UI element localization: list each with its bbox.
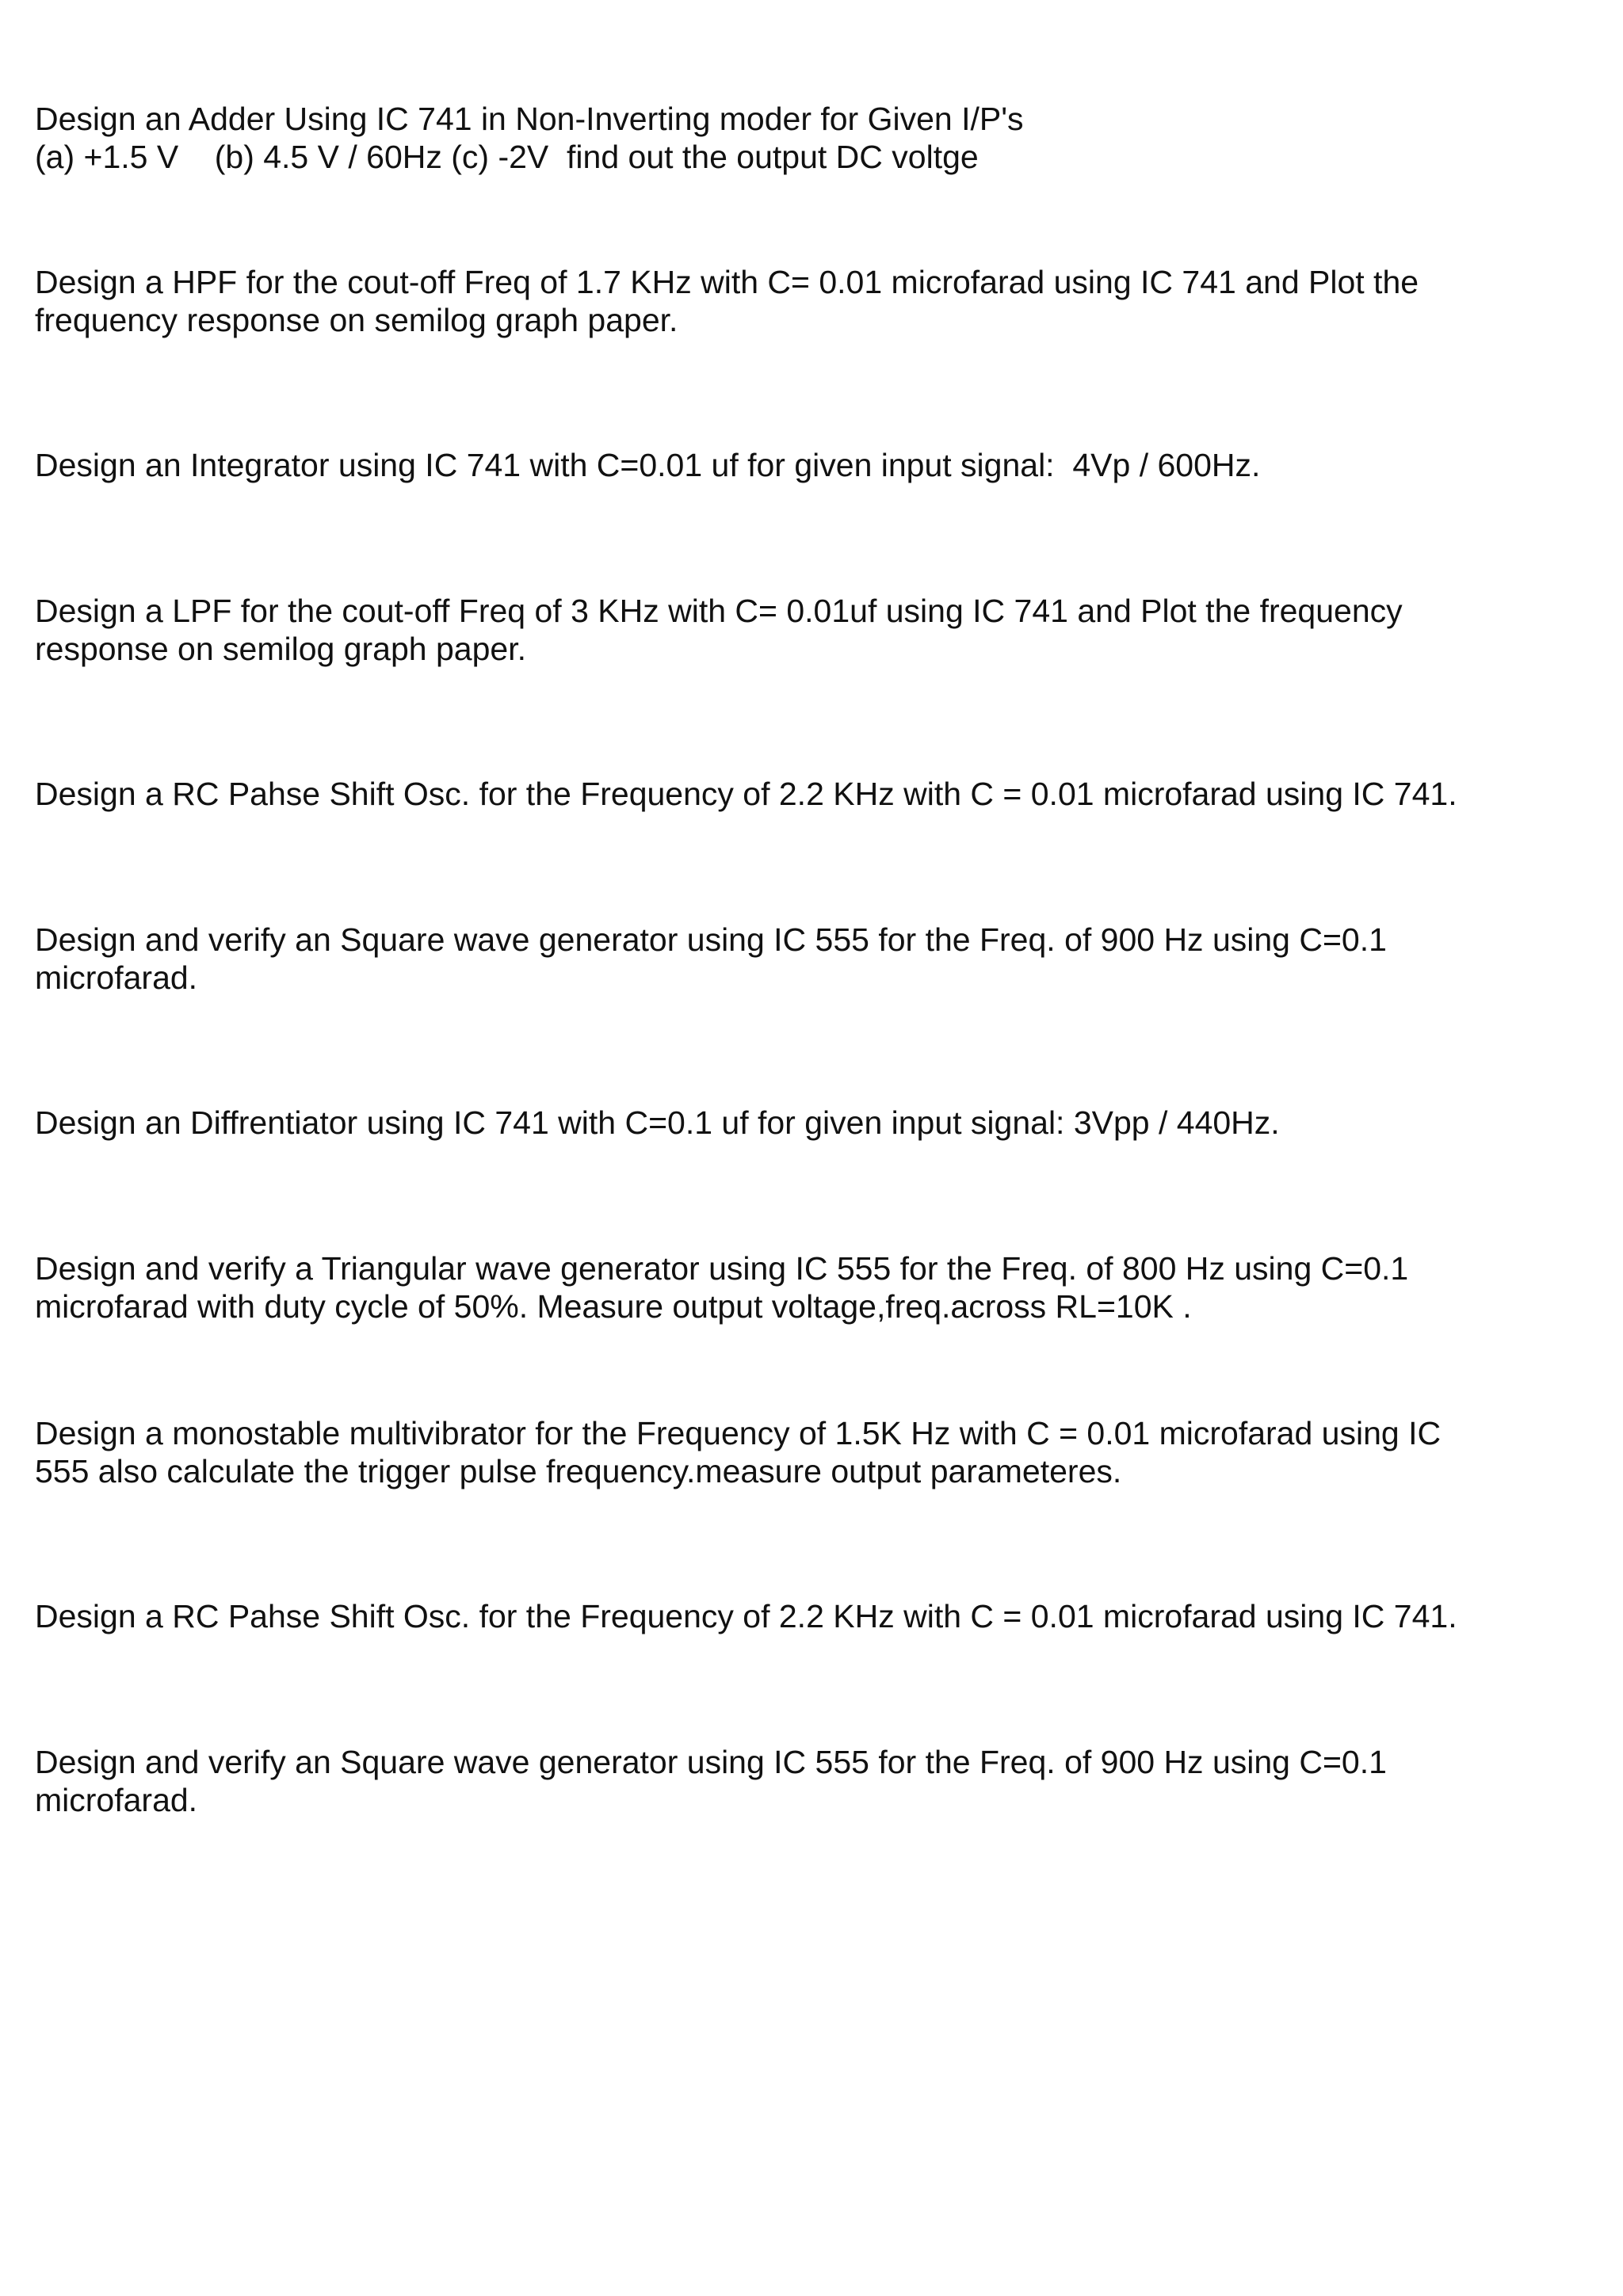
question-line: 555 also calculate the trigger pulse frequency.measure output parameteres. — [35, 1453, 1122, 1489]
question-line: (a) +1.5 V (b) 4.5 V / 60Hz (c) -2V find out the output DC voltge — [35, 139, 979, 175]
question-line: microfarad. — [35, 1782, 198, 1818]
question-line: Design a LPF for the cout-off Freq of 3 KHz with C= 0.01uf using IC 741 and Plot the frequency — [35, 593, 1403, 629]
question-line: microfarad with duty cycle of 50%. Measure output voltage,freq.across RL=10K . — [35, 1288, 1192, 1325]
question-line: Design an Diffrentiator using IC 741 with C=0.1 uf for given input signal: 3Vpp / 440Hz. — [35, 1104, 1280, 1141]
question-lpf — [35, 592, 1541, 668]
question-line: Design and verify an Square wave generator using IC 555 for the Freq. of 900 Hz using C=0.1 — [35, 921, 1387, 958]
question-rc-phase-shift-oscillator — [35, 775, 1541, 813]
question-rc-phase-shift-oscillator-repeat — [35, 1597, 1541, 1635]
question-differentiator — [35, 1104, 1541, 1142]
question-line: response on semilog graph paper. — [35, 631, 526, 667]
question-line: Design a HPF for the cout-off Freq of 1.7 KHz with C= 0.01 microfarad using IC 741 and Plot the — [35, 264, 1419, 300]
question-square-wave-generator — [35, 921, 1541, 997]
question-line: Design an Integrator using IC 741 with C=0.01 uf for given input signal: 4Vp / 600Hz. — [35, 447, 1261, 483]
question-integrator — [35, 446, 1541, 484]
question-line: microfarad. — [35, 959, 198, 996]
question-line: Design a RC Pahse Shift Osc. for the Frequency of 2.2 KHz with C = 0.01 microfarad using IC 741. — [35, 776, 1457, 812]
question-line: frequency response on semilog graph paper. — [35, 302, 678, 338]
question-line: Design and verify a Triangular wave generator using IC 555 for the Freq. of 800 Hz using C=0.1 — [35, 1250, 1409, 1287]
question-hpf — [35, 263, 1541, 339]
question-line: Design a monostable multivibrator for the Frequency of 1.5K Hz with C = 0.01 microfarad using IC — [35, 1415, 1442, 1451]
question-monostable-multivibrator — [35, 1414, 1541, 1490]
question-line: Design and verify an Square wave generator using IC 555 for the Freq. of 900 Hz using C=0.1 — [35, 1744, 1387, 1780]
question-line: Design a RC Pahse Shift Osc. for the Frequency of 2.2 KHz with C = 0.01 microfarad using IC 741. — [35, 1598, 1457, 1634]
question-adder — [35, 100, 1541, 176]
question-square-wave-generator-repeat — [35, 1743, 1541, 1819]
question-triangular-wave-generator — [35, 1249, 1541, 1325]
question-line: Design an Adder Using IC 741 in Non-Inverting moder for Given I/P's — [35, 101, 1024, 137]
